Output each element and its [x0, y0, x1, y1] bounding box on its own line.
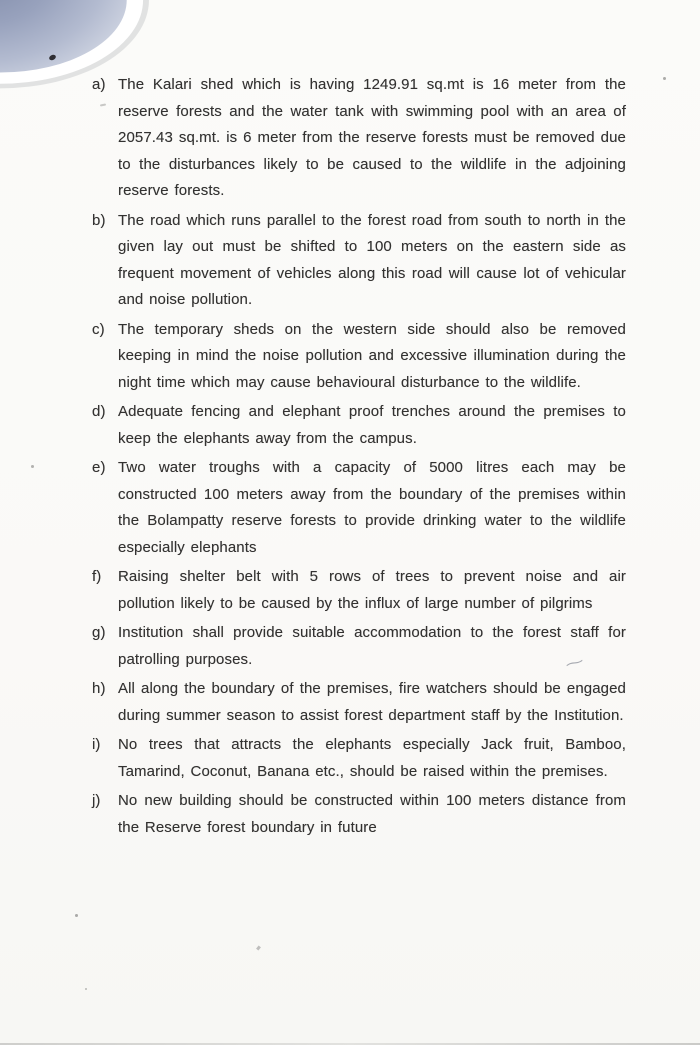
list-item-f: [92, 564, 626, 617]
scan-speck: [75, 914, 78, 917]
list-item-g: [92, 620, 626, 673]
list-item-text: Two water troughs with a capacity of 5000 litres each may be constructed 100 meters away from the boundary of the premises within the Bolampatty reserve forests to provide drinking water to the wildlife especially elephants: [118, 459, 626, 556]
list-item-label: f): [92, 568, 102, 585]
list-item-label: e): [92, 459, 106, 476]
list-item-b: [92, 208, 626, 314]
list-item-e: [92, 455, 626, 561]
list-item-label: g): [92, 624, 106, 641]
list-item-i: [92, 732, 626, 785]
list-item-text: All along the boundary of the premises, fire watchers should be engaged during summer season to assist forest department staff by the Institution.: [118, 680, 626, 724]
scan-speck: [31, 465, 34, 468]
list-item-label: h): [92, 680, 106, 697]
scan-speck: [85, 988, 87, 990]
list-item-h: [92, 676, 626, 729]
list-item-d: [92, 399, 626, 452]
list-item-a: [92, 72, 626, 205]
list-item-label: i): [92, 736, 101, 753]
list-item-text: Institution shall provide suitable accommodation to the forest staff for patrolling purposes.: [118, 624, 626, 668]
list-item-label: b): [92, 211, 106, 229]
list-item-label: c): [92, 320, 105, 338]
list-item-text: The temporary sheds on the western side should also be removed keeping in mind the noise pollution and excessive illumination during the night time which may cause behavioural disturbance to the wildlife.: [118, 320, 626, 391]
list-item-label: j): [92, 792, 101, 809]
conditions-list: [92, 72, 626, 844]
list-item-c: [92, 317, 626, 397]
scan-speck: [663, 77, 666, 80]
list-item-text: Raising shelter belt with 5 rows of trees to prevent noise and air pollution likely to be caused by the influx of large number of pilgrims: [118, 568, 626, 612]
list-item-text: Adequate fencing and elephant proof trenches around the premises to keep the elephants away from the campus.: [118, 403, 626, 447]
list-item-text: The Kalari shed which is having 1249.91 sq.mt is 16 meter from the reserve forests and the water tank with swimming pool with an area of 2057.43 sq.mt. is 6 meter from the reserve forests must be removed due to the disturbances likely to be caused to the wildlife in the adjoining reserve forests.: [118, 76, 626, 199]
list-item-text: No trees that attracts the elephants especially Jack fruit, Bamboo, Tamarind, Coconut, Banana etc., should be raised within the premises.: [118, 736, 626, 780]
pencil-squiggle-mark: ⁓: [563, 652, 586, 673]
list-item-label: d): [92, 403, 106, 420]
list-item-j: [92, 788, 626, 841]
list-item-label: a): [92, 76, 106, 93]
list-item-text: No new building should be constructed within 100 meters distance from the Reserve forest boundary in future: [118, 792, 626, 836]
scan-speck: [256, 946, 261, 951]
list-item-text: The road which runs parallel to the forest road from south to north in the given lay out must be shifted to 100 meters on the eastern side as frequent movement of vehicles along this road will cause lot of vehicular and noise pollution.: [118, 211, 626, 308]
